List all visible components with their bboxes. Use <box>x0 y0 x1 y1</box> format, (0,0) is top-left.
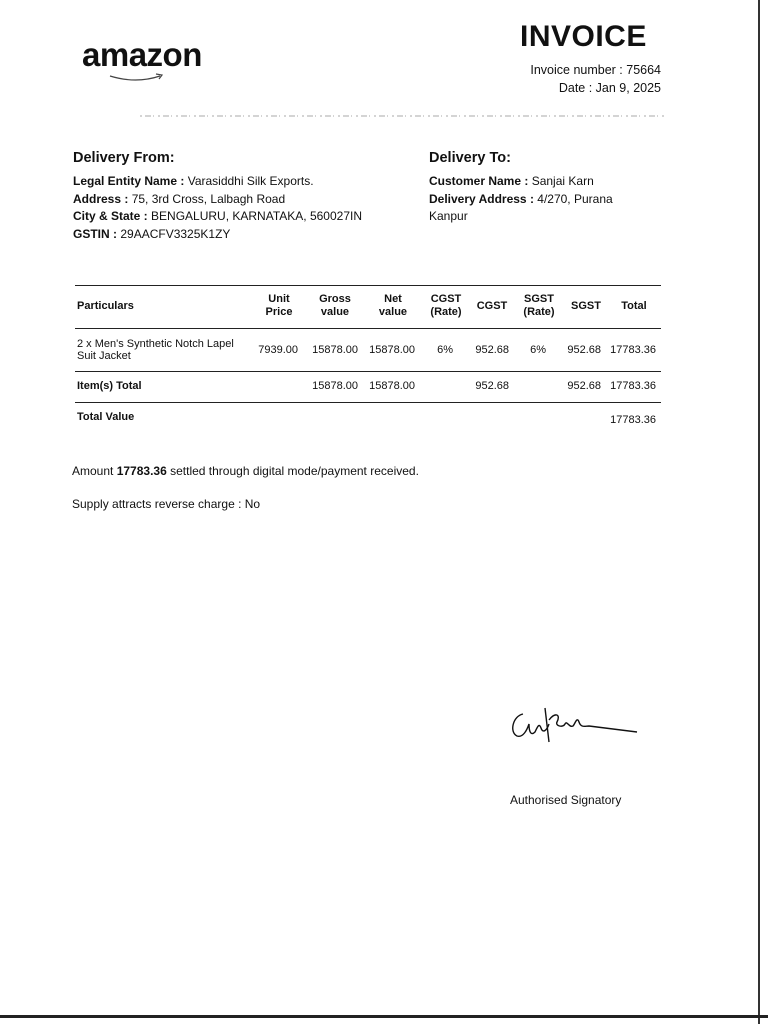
customer-name-label: Customer Name : <box>429 174 529 188</box>
th-cgst: CGST <box>476 300 508 312</box>
amazon-smile-icon <box>108 70 170 84</box>
total-value-label: Total Value <box>77 411 135 423</box>
invoice-date: Date : Jan 9, 2025 <box>558 81 661 95</box>
address-value: 75, 3rd Cross, Lalbagh Road <box>131 191 286 206</box>
invoice-title: INVOICE <box>520 20 647 53</box>
th-unit-price: Unit Price <box>265 293 293 318</box>
delivery-address-label: Delivery Address : <box>429 191 534 206</box>
gstin-label: GSTIN : <box>73 226 117 241</box>
th-particulars: Particulars <box>77 300 134 312</box>
payment-statement: Amount 17783.36 settled through digital mode/payment received. <box>72 464 419 478</box>
legal-entity-value: Varasiddhi Silk Exports. <box>187 174 314 188</box>
total-value-amount: 17783.36 <box>610 414 656 426</box>
th-cgst-rate: CGST (Rate) <box>430 293 462 318</box>
amazon-logo: amazon <box>82 36 202 73</box>
handwritten-signature <box>505 702 640 750</box>
city-state-line <box>73 208 362 226</box>
items-total-total: 17783.36 <box>610 380 656 392</box>
delivery-from-block <box>73 173 362 243</box>
delivery-to-title: Delivery To: <box>429 150 511 166</box>
row-gross-value: 15878.00 <box>312 344 358 356</box>
delivery-to-block <box>429 173 639 226</box>
delivery-address-value: 4/270, Purana <box>537 191 613 206</box>
legal-entity-line <box>73 173 362 191</box>
items-total-sgst: 952.68 <box>567 380 601 392</box>
scan-bottom-edge <box>0 1015 768 1018</box>
payment-amount: 17783.36 <box>116 464 167 478</box>
row-cgst-rate: 6% <box>437 344 453 356</box>
table-header-rule <box>75 328 661 329</box>
address-line <box>73 191 362 209</box>
row-total: 17783.36 <box>610 344 656 356</box>
items-total-label: Item(s) Total <box>77 380 142 392</box>
th-sgst-rate: SGST (Rate) <box>523 293 555 318</box>
authorised-signatory-label: Authorised Signatory <box>510 793 622 807</box>
items-total-cgst: 952.68 <box>475 380 509 392</box>
row-unit-price: 7939.00 <box>258 344 298 356</box>
gstin-line <box>73 226 362 244</box>
invoice-number: Invoice number : 75664 <box>530 63 661 77</box>
table-row-rule <box>75 371 661 372</box>
delivery-address-line2: Kanpur <box>429 209 468 223</box>
table-total-rule <box>75 402 661 403</box>
row-net-value: 15878.00 <box>369 344 415 356</box>
th-net-value: Net value <box>378 293 408 318</box>
scan-right-edge <box>758 0 760 1024</box>
address-label: Address : <box>73 191 129 206</box>
table-top-rule <box>75 285 661 286</box>
gstin-value: 29AACFV3325K1ZY <box>120 226 231 241</box>
items-total-gross: 15878.00 <box>312 380 358 392</box>
legal-entity-label: Legal Entity Name : <box>73 174 185 188</box>
row-sgst-rate: 6% <box>530 344 546 356</box>
reverse-charge-statement: Supply attracts reverse charge : No <box>72 497 261 511</box>
customer-name-line <box>429 173 639 191</box>
items-total-net: 15878.00 <box>369 380 415 392</box>
city-state-value: BENGALURU, KARNATAKA, 560027IN <box>151 209 362 223</box>
city-state-label: City & State : <box>73 209 148 223</box>
delivery-from-title: Delivery From: <box>73 150 175 166</box>
row-cgst: 952.68 <box>475 344 509 356</box>
customer-name-value: Sanjai Karn <box>531 174 594 188</box>
delivery-address-line <box>429 191 639 209</box>
row-particulars: 2 x Men's Synthetic Notch Lapel Suit Jacket <box>77 338 234 362</box>
scan-artifact-divider <box>140 114 665 118</box>
th-gross-value: Gross value <box>319 293 351 318</box>
th-total: Total <box>621 300 647 312</box>
th-sgst: SGST <box>571 300 601 312</box>
row-sgst: 952.68 <box>567 344 601 356</box>
